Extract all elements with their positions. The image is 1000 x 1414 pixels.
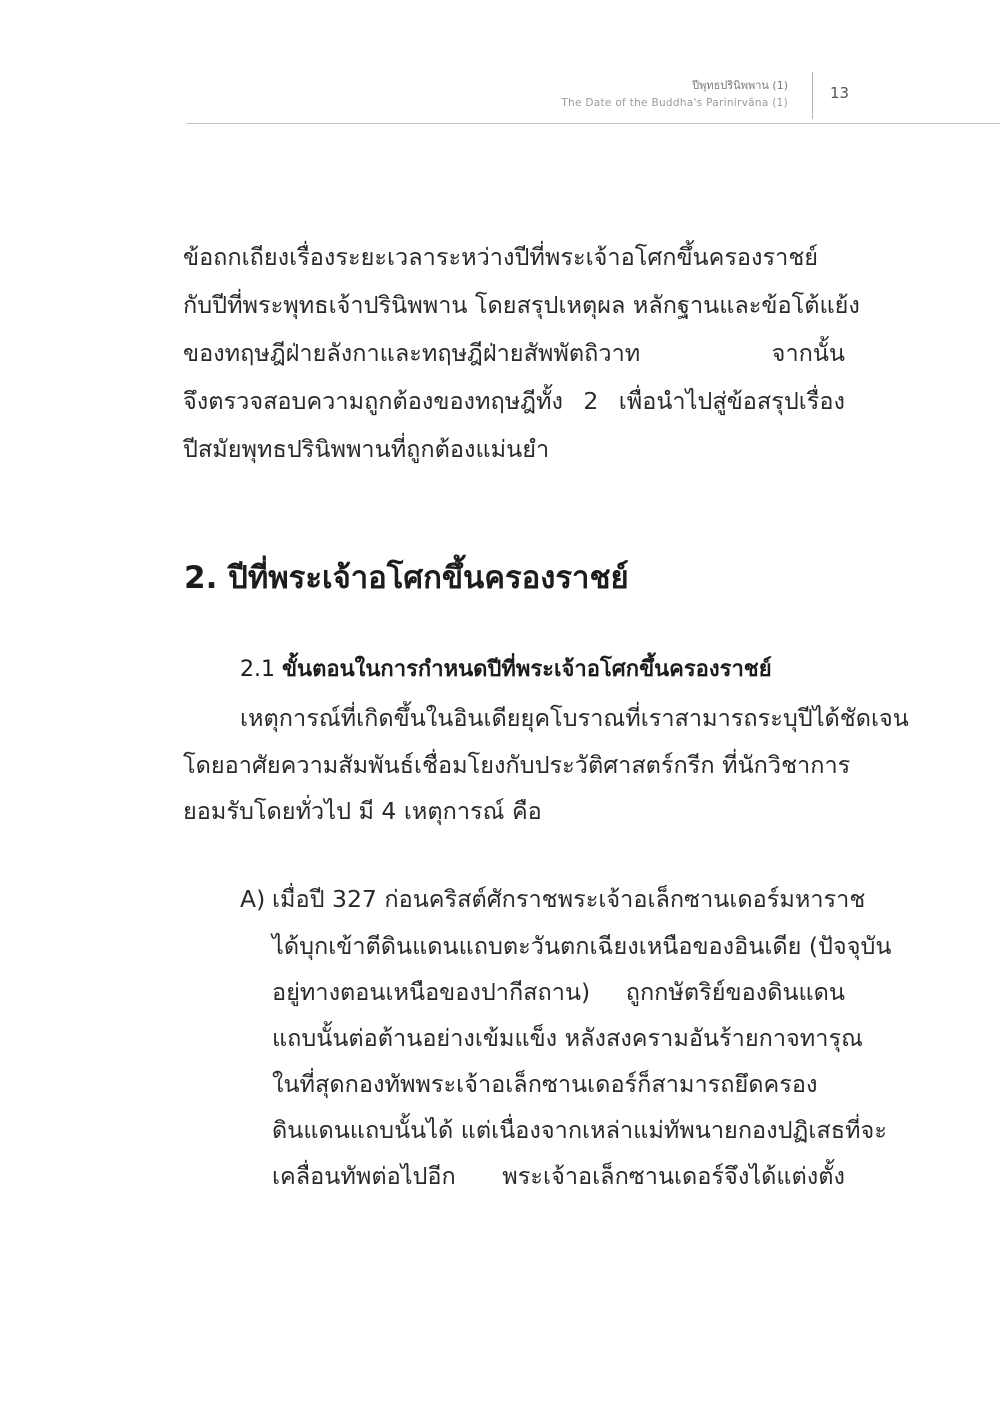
list-item-a-line-7: เคลื่อนทัพต่อไปอีก พระเจ้าอเล็กซานเดอร์จึงได้แต่งตั้ง: [272, 1162, 845, 1190]
intro-line-4: จึงตรวจสอบความถูกต้องของทฤษฎีทั้ง 2 เพื่อนำไปสู่ข้อสรุปเรื่อง: [183, 387, 845, 415]
header-titles: [561, 78, 788, 112]
list-item-a-label: A): [240, 885, 266, 913]
body-line-3: ยอมรับโดยทั่วไป มี 4 เหตุการณ์ คือ: [183, 797, 542, 825]
subsection-number: 2.1: [240, 657, 275, 682]
running-title-english: The Date of the Buddha's Parinirvāna (1): [561, 97, 788, 109]
subsection-heading: [240, 655, 772, 685]
running-header: [0, 70, 1000, 130]
body-line-2: โดยอาศัยความสัมพันธ์เชื่อมโยงกับประวัติศาสตร์กรีก ที่นักวิชาการ: [183, 751, 851, 779]
page-number: 13: [830, 84, 850, 102]
running-title-thai: ปีพุทธปรินิพพาน (1): [692, 79, 788, 92]
list-item-a-line-2: ได้บุกเข้าตีดินแดนแถบตะวันตกเฉียงเหนือของอินเดีย (ปัจจุบัน: [272, 932, 892, 960]
list-item-a-line-3: อยู่ทางตอนเหนือของปากีสถาน) ถูกกษัตริย์ของดินแดน: [272, 978, 845, 1006]
list-item-a-line-4: แถบนั้นต่อต้านอย่างเข้มแข็ง หลังสงครามอันร้ายกาจทารุณ: [272, 1024, 863, 1052]
header-rule: [186, 123, 1000, 124]
intro-line-3: ของทฤษฎีฝ่ายลังกาและทฤษฎีฝ่ายสัพพัตถิวาท จากนั้น: [183, 339, 845, 367]
list-item-a-line-6: ดินแดนแถบนั้นได้ แต่เนื่องจากเหล่าแม่ทัพนายกองปฏิเสธที่จะ: [272, 1116, 887, 1144]
intro-line-5: ปีสมัยพุทธปรินิพพานที่ถูกต้องแม่นยำ: [183, 435, 550, 463]
intro-line-2: กับปีที่พระพุทธเจ้าปรินิพพาน โดยสรุปเหตุผล หลักฐานและข้อโต้แย้ง: [183, 291, 860, 319]
section-heading: 2. ปีที่พระเจ้าอโศกขึ้นครองราชย์: [184, 560, 629, 596]
list-item-a-line-1: เมื่อปี 327 ก่อนคริสต์ศักราชพระเจ้าอเล็กซานเดอร์มหาราช: [272, 885, 866, 913]
body-line-1: เหตุการณ์ที่เกิดขึ้นในอินเดียยุคโบราณที่เราสามารถระบุปีได้ชัดเจน: [240, 704, 909, 732]
list-item-a-line-5: ในที่สุดกองทัพพระเจ้าอเล็กซานเดอร์ก็สามารถยึดครอง: [272, 1070, 818, 1098]
subsection-title: ขั้นตอนในการกำหนดปีที่พระเจ้าอโศกขึ้นครองราชย์: [282, 657, 772, 682]
intro-line-1: ข้อถกเถียงเรื่องระยะเวลาระหว่างปีที่พระเจ้าอโศกขึ้นครองราชย์: [183, 243, 819, 271]
header-divider: [812, 72, 813, 119]
